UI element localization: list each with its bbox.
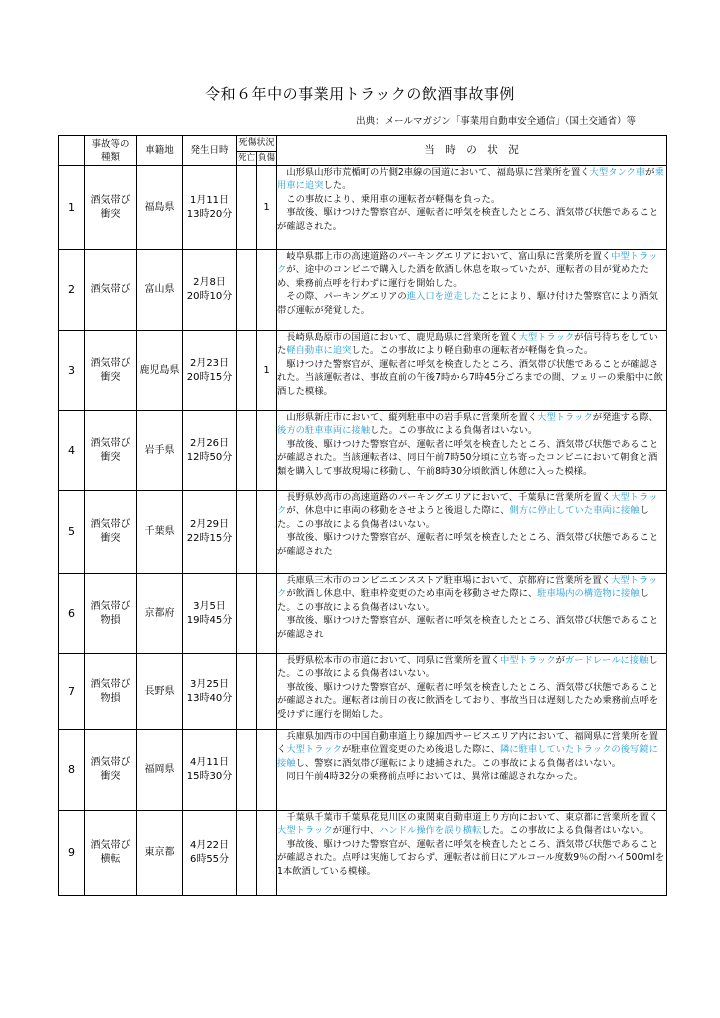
header-no <box>59 136 85 166</box>
situation-paragraph <box>277 531 666 558</box>
situation-paragraph <box>277 438 666 478</box>
injured-count <box>257 491 277 574</box>
situation-paragraph <box>277 574 666 614</box>
accident-type: 酒気帯び 衝突 <box>85 491 137 574</box>
injured-count: 1 <box>257 331 277 411</box>
accident-type: 酒気帯び 衝突 <box>85 331 137 411</box>
vehicle-origin: 福島県 <box>137 166 183 250</box>
text-segment: 事故後、駆けつけた警察官が、運転者に呼気を検査したところ、酒気帯び状態であることが確認された。 <box>277 207 659 232</box>
situation-text <box>277 654 667 730</box>
text-segment: が運行中、 <box>332 825 380 837</box>
occurrence-datetime: 3月5日 19時45分 <box>183 574 237 654</box>
header-origin: 車籍地 <box>137 136 183 166</box>
text-segment: 長崎県島原市の国道において、鹿児島県に営業所を置く <box>286 332 519 343</box>
text-segment: が、休息中に車両の移動をさせようと後退した際に、 <box>286 505 510 517</box>
table-row <box>59 166 667 250</box>
dead-count <box>237 331 257 411</box>
highlighted-phrase: 中型トラック <box>277 251 658 276</box>
table-row <box>59 331 667 411</box>
text-segment: が <box>645 167 655 178</box>
text-segment: この事故により、乗用車の運転者が軽傷を負った。 <box>286 193 501 205</box>
highlighted-phrase: 軽自動車に追突 <box>286 345 352 357</box>
injured-count <box>257 654 277 730</box>
highlighted-phrase: 駐車場内の構造物に接触 <box>537 588 640 600</box>
highlighted-phrase: 大型タンク車 <box>589 167 646 178</box>
accident-type: 酒気帯び 物損 <box>85 654 137 730</box>
text-segment: 事故後、駆けつけた警察官が、運転者に呼気を検査したところ、酒気帯び状態であることが確認された。運転者は前日の夜に飲酒をしており、事故当日は遅刻したため乗務前点呼を受けずに運行を開始した。 <box>277 681 659 720</box>
accident-type: 酒気帯び 衝突 <box>85 730 137 811</box>
situation-paragraph <box>277 681 666 721</box>
header-datetime: 発生日時 <box>183 136 237 166</box>
accident-type: 酒気帯び 物損 <box>85 574 137 654</box>
header-dead: 死亡 <box>237 152 257 166</box>
row-number: 5 <box>59 491 85 574</box>
text-segment: 長野県妙高市の高速道路のパーキングエリアにおいて、千葉県に営業所を置く <box>286 492 612 503</box>
occurrence-datetime: 1月11日 13時20分 <box>183 166 237 250</box>
occurrence-datetime: 2月23日 20時15分 <box>183 331 237 411</box>
header-injured: 負傷 <box>257 152 277 166</box>
highlighted-phrase: 大型トラック <box>537 412 593 423</box>
dead-count <box>237 654 257 730</box>
table-row <box>59 654 667 730</box>
situation-paragraph <box>277 411 666 438</box>
situation-text <box>277 730 667 811</box>
text-segment: 同日午前4時32分の乗務前点呼においては、異常は確認されなかった。 <box>286 771 583 783</box>
accident-type: 酒気帯び 横転 <box>85 811 137 896</box>
dead-count <box>237 411 257 491</box>
highlighted-phrase: 中型トラック <box>499 655 556 666</box>
text-segment: し、警察に酒気帯び運転により逮捕された。この事故による負傷者はいない。 <box>295 757 622 769</box>
occurrence-datetime: 2月8日 20時10分 <box>183 250 237 331</box>
highlighted-phrase: 側方に停止していた車両に接触 <box>509 505 640 517</box>
text-segment: が発進する際、 <box>592 412 658 423</box>
injured-count <box>257 250 277 331</box>
situation-paragraph <box>277 838 666 878</box>
situation-text <box>277 811 667 896</box>
highlighted-phrase: 大型トラック <box>277 492 658 517</box>
text-segment: 長野県松本市の市道において、同県に営業所を置く <box>286 655 500 666</box>
situation-text <box>277 250 667 331</box>
vehicle-origin: 岩手県 <box>137 411 183 491</box>
injured-count <box>257 574 277 654</box>
text-segment: した。この事故による負傷者はいない。 <box>481 825 649 837</box>
situation-paragraph <box>277 770 666 783</box>
table-row <box>59 491 667 574</box>
situation-paragraph <box>277 206 666 233</box>
highlighted-phrase: 大型トラック <box>277 575 658 600</box>
situation-paragraph <box>277 166 666 193</box>
header-situation: 当 時 の 状 況 <box>277 136 667 166</box>
page-title: 令和６年中の事業用トラックの飲酒事故事例 <box>205 85 515 103</box>
situation-paragraph <box>277 491 666 531</box>
table-row <box>59 250 667 331</box>
accident-type: 酒気帯び 衝突 <box>85 166 137 250</box>
row-number: 6 <box>59 574 85 654</box>
table-row <box>59 574 667 654</box>
occurrence-datetime: 2月29日 22時15分 <box>183 491 237 574</box>
situation-paragraph <box>277 730 666 770</box>
vehicle-origin: 鹿児島県 <box>137 331 183 411</box>
text-segment: その際、パーキングエリアの <box>286 291 407 303</box>
row-number: 1 <box>59 166 85 250</box>
header-casualties: 死傷状況 <box>237 136 277 152</box>
text-segment: した。この事故による負傷者はいない。 <box>277 505 649 530</box>
situation-paragraph <box>277 358 666 398</box>
text-segment: 事故後、駆けつけた警察官が、運転者に呼気を検査したところ、酒気帯び状態であることが確認され <box>277 615 659 640</box>
dead-count <box>237 491 257 574</box>
situation-text <box>277 331 667 411</box>
injured-count <box>257 811 277 896</box>
text-segment: 千葉県千葉市千葉県花見川区の東関東自動車道上り方向において、東京都に営業所を置く <box>286 812 659 823</box>
dead-count <box>237 166 257 250</box>
situation-text <box>277 491 667 574</box>
vehicle-origin: 長野県 <box>137 654 183 730</box>
injured-count: 1 <box>257 166 277 250</box>
text-segment: した。この事故による負傷者はいない。 <box>277 655 658 680</box>
text-segment: 事故後、駆けつけた警察官が、運転者に呼気を検査したところ、酒気帯び状態であることが確認された <box>277 532 659 557</box>
text-segment: が <box>555 655 565 666</box>
accident-table <box>58 135 667 896</box>
dead-count <box>237 811 257 896</box>
text-segment: 事故後、駆けつけた警察官が、運転者に呼気を検査したところ、酒気帯び状態であることが確認された。当該運転者は、同日午前7時50分頃に立ち寄ったコンビニにおいて朝食と酒類を購入して事故現場に移動し、午前8時30分頃飲酒し休憩に入った模様。 <box>277 438 659 477</box>
text-segment: した。この事故により軽自動車の運転者が軽傷を負った。 <box>351 345 594 357</box>
text-segment: 山形県新庄市において、縦列駐車中の岩手県に営業所を置く <box>286 412 538 423</box>
table-row <box>59 811 667 896</box>
situation-paragraph <box>277 331 666 358</box>
text-segment: 事故後、駆けつけた警察官が、運転者に呼気を検査したところ、酒気帯び状態であることが確認された。点呼は実施しておらず、運転者は前日にアルコール度数9％の酎ハイ500mlを1本飲酒している模様。 <box>277 838 665 877</box>
vehicle-origin: 福岡県 <box>137 730 183 811</box>
vehicle-origin: 京都府 <box>137 574 183 654</box>
dead-count <box>237 250 257 331</box>
text-segment: 兵庫県加西市の中国自動車道上り線加西サービスエリア内において、福岡県に営業所を置く <box>277 731 659 756</box>
situation-text <box>277 166 667 250</box>
row-number: 3 <box>59 331 85 411</box>
accident-type: 酒気帯び 衝突 <box>85 411 137 491</box>
highlighted-phrase: 大型トラック <box>518 332 575 343</box>
dead-count <box>237 730 257 811</box>
row-number: 8 <box>59 730 85 811</box>
text-segment: が駐車位置変更のため後退した際に、 <box>341 744 500 756</box>
highlighted-phrase: ハンドル操作を誤り横転 <box>379 825 482 837</box>
text-segment: が飲酒し休息中、駐車枠変更のため車両を移動させた際に、 <box>286 588 538 600</box>
situation-paragraph <box>277 290 666 317</box>
accident-type: 酒気帯び <box>85 250 137 331</box>
row-number: 9 <box>59 811 85 896</box>
text-segment: が信号待ちをしていた <box>277 332 658 357</box>
row-number: 7 <box>59 654 85 730</box>
row-number: 2 <box>59 250 85 331</box>
occurrence-datetime: 3月25日 13時40分 <box>183 654 237 730</box>
situation-paragraph <box>277 811 666 838</box>
situation-paragraph <box>277 250 666 290</box>
situation-text <box>277 574 667 654</box>
dead-count <box>237 574 257 654</box>
situation-paragraph <box>277 654 666 681</box>
situation-paragraph <box>277 193 666 206</box>
occurrence-datetime: 4月22日 6時55分 <box>183 811 237 896</box>
highlighted-phrase: 大型トラック <box>286 744 342 756</box>
row-number: 4 <box>59 411 85 491</box>
text-segment: 兵庫県三木市のコンビニエンスストア駐車場において、京都府に営業所を置く <box>286 575 611 586</box>
text-segment: が、途中のコンビニで購入した酒を飲酒し休息を取っていたが、運転者の目が覚めたため、乗務前点呼を行わずに運行を開始した。 <box>277 264 649 289</box>
text-segment: 駆けつけた警察官が、運転者に呼気を検査したところ、酒気帯び状態であることが確認された。当該運転者は、事故直前の午後7時から7時45分ごろまでの間、フェリーの乗船中に飲酒した模様。 <box>277 358 663 397</box>
situation-paragraph <box>277 614 666 641</box>
table-row <box>59 411 667 491</box>
highlighted-phrase: 後方の駐車車両に接触 <box>277 425 370 437</box>
highlighted-phrase: 進入口を逆走した <box>406 291 482 303</box>
injured-count <box>257 730 277 811</box>
text-segment: 山形県山形市荒楯町の片側2車線の国道において、福島県に営業所を置く <box>286 167 590 178</box>
table-row <box>59 730 667 811</box>
text-segment: 岐阜県郡上市の高速道路のパーキングエリアにおいて、富山県に営業所を置く <box>286 251 612 262</box>
highlighted-phrase: 隣に駐車していたトラックの後写鏡に接触 <box>277 744 658 769</box>
situation-text <box>277 411 667 491</box>
vehicle-origin: 富山県 <box>137 250 183 331</box>
vehicle-origin: 東京都 <box>137 811 183 896</box>
text-segment: した。この事故による負傷者はいない。 <box>370 425 538 437</box>
source-note: 出典：メールマガジン「事業用自動車安全通信」（国土交通省）等 <box>356 116 636 127</box>
vehicle-origin: 千葉県 <box>137 491 183 574</box>
highlighted-phrase: 乗用車に追突 <box>277 167 664 192</box>
text-segment: した。 <box>323 180 352 192</box>
occurrence-datetime: 4月11日 15時30分 <box>183 730 237 811</box>
text-segment: ことにより、駆け付けた警察官により酒気帯び運転が発覚した。 <box>277 291 658 316</box>
header-type: 事故等の種類 <box>85 136 137 166</box>
highlighted-phrase: 大型トラック <box>277 825 333 837</box>
highlighted-phrase: ガードレールに接触 <box>564 655 649 666</box>
text-segment: した。この事故による負傷者はいない。 <box>277 588 649 613</box>
occurrence-datetime: 2月26日 12時50分 <box>183 411 237 491</box>
injured-count <box>257 411 277 491</box>
